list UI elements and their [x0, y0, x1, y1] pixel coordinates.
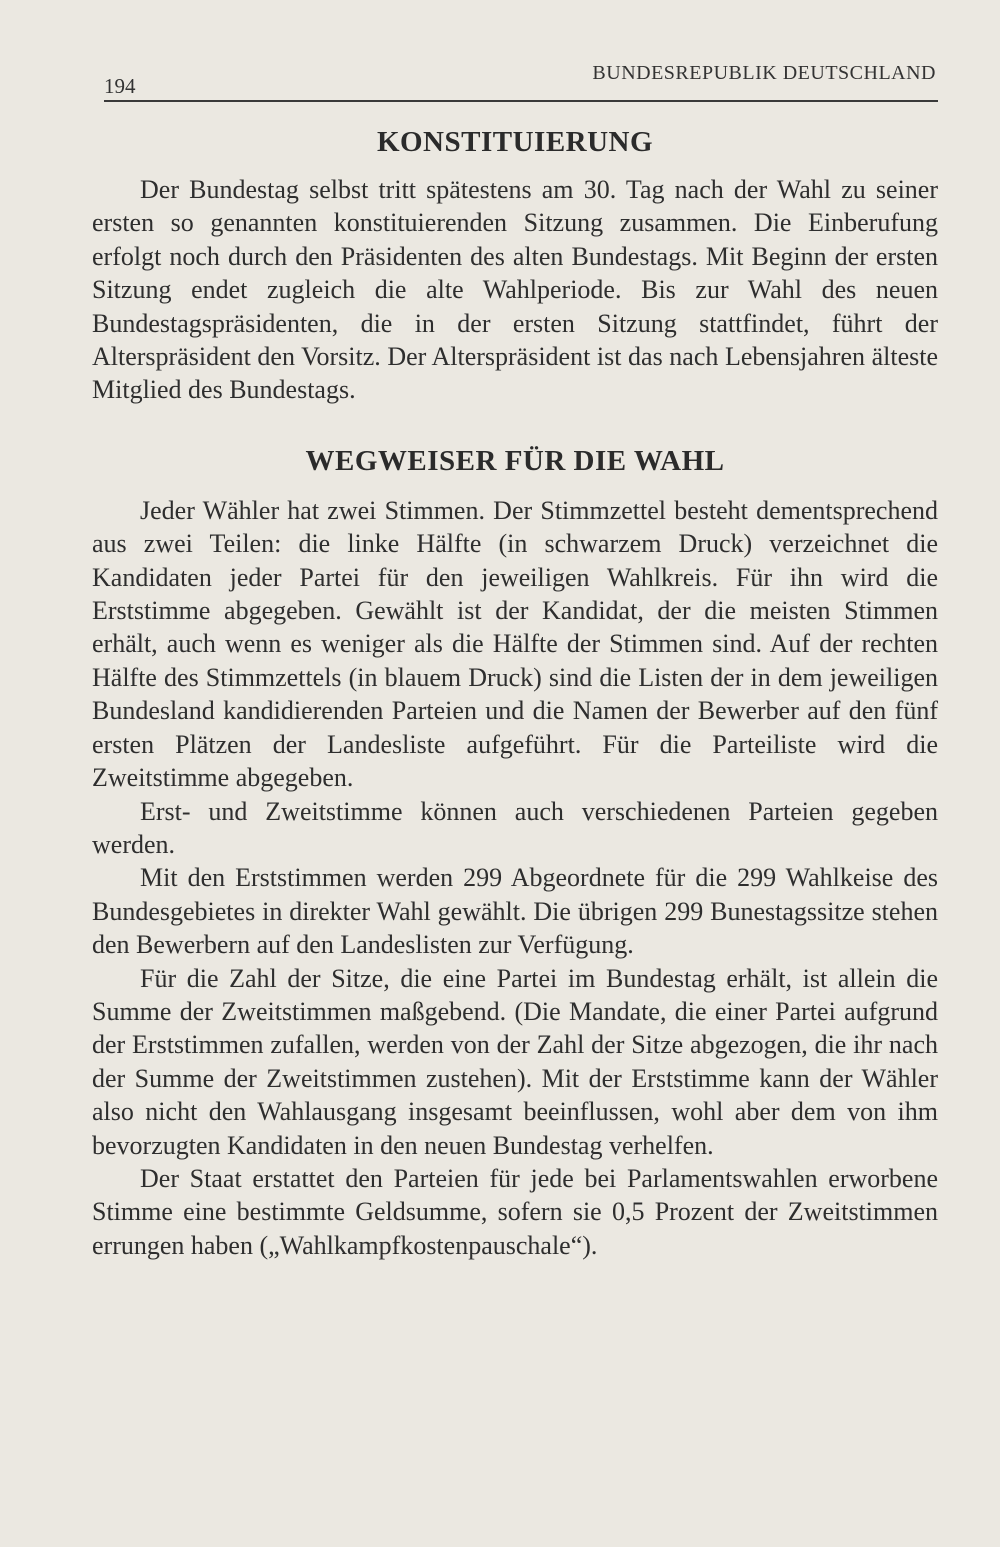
header-rule [104, 100, 938, 102]
section-wegweiser [92, 445, 938, 1262]
section-heading: WEGWEISER FÜR DIE WAHL [305, 444, 725, 477]
section-heading: KONSTITUIERUNG [376, 126, 654, 158]
page-content [92, 112, 938, 1262]
paragraph: Jeder Wähler hat zwei Stimmen. Der Stimmzettel besteht dementsprechend aus zwei Teilen: die linke Hälfte (in schwarzem Druck) verzeichnet die Kandidaten jeder Partei für den jeweiligen Wahlkreis. Für ihn wird die Erststimme abgegeben. Gewählt ist der Kandidat, der die meisten Stimmen erhält, auch wenn es weniger als die Hälfte der Stimmen sind. Auf der rechten Hälfte des Stimmzettels (in blauem Druck) sind die Listen der in dem jeweiligen Bundesland kandidierenden Parteien und die Namen der Bewerber auf den fünf ersten Plätzen der Landesliste aufgeführt. Für die Parteiliste wird die Zweitstimme abgegeben. [92, 495, 938, 793]
section-konstituierung [92, 126, 938, 407]
paragraph: Erst- und Zweitstimme können auch verschiedenen Parteien gegeben werden. [92, 796, 938, 859]
paragraph: Der Bundestag selbst tritt spätestens am 30. Tag nach der Wahl zu seiner ersten so genannten konstituierenden Sitzung zusammen. Die Einberufung erfolgt noch durch den Präsidenten des alten Bundestags. Mit Beginn der ersten Sitzung endet zugleich die alte Wahlperiode. Bis zur Wahl des neuen Bundestagspräsidenten, die in der ersten Sitzung stattfindet, führt der Alterspräsident den Vorsitz. Der Alterspräsident ist das nach Lebensjahren älteste Mitglied des Bundestags. [92, 175, 938, 405]
paragraph: Der Staat erstattet den Parteien für jede bei Parlamentswahlen erworbene Stimme eine bestimmte Geldsumme, sofern sie 0,5 Prozent der Zweitstimmen errungen haben („Wahlkampfkostenpauschale“). [92, 1163, 938, 1260]
paragraph: Mit den Erststimmen werden 299 Abgeordnete für die 299 Wahlkeise des Bundesgebietes in direkter Wahl gewählt. Die übrigen 299 Bunestagssitze stehen den Bewerbern auf den Landeslisten zur Verfügung. [92, 863, 938, 960]
page-header [104, 58, 936, 98]
running-title: BUNDESREPUBLIK DEUTSCHLAND [592, 62, 936, 84]
page-number: 194 [104, 74, 136, 98]
paragraph: Für die Zahl der Sitze, die eine Partei im Bundestag erhält, ist allein die Summe der Zweitstimmen maßgebend. (Die Mandate, die einer Partei aufgrund der Erststimmen zufallen, werden von der Zahl der Sitze abgezogen, die ihr nach der Summe der Zweitstimmen zustehen). Mit der Erststimme kann der Wähler also nicht den Wahlausgang insgesamt beeinflussen, wohl aber dem von ihm bevorzugten Kandidaten in den neuen Bundestag verhelfen. [92, 963, 938, 1160]
